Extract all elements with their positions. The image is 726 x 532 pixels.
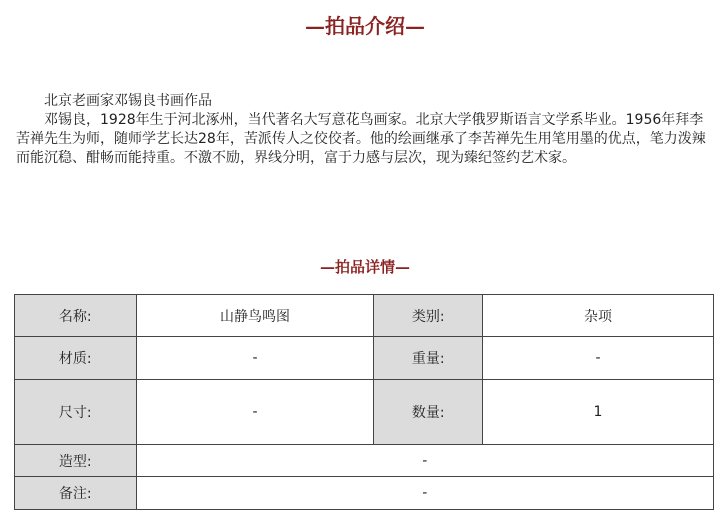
quantity-label: 数量:: [374, 380, 483, 445]
weight-label: 重量:: [374, 337, 483, 380]
material-label: 材质:: [15, 337, 137, 380]
shape-value: -: [136, 445, 714, 477]
intro-section: [16, 92, 706, 168]
table-row: [15, 477, 714, 510]
size-label: 尺寸:: [15, 380, 137, 445]
table-row: [15, 445, 714, 477]
category-label: 类别:: [374, 295, 483, 337]
note-label: 备注:: [15, 477, 137, 510]
name-label: 名称:: [15, 295, 137, 337]
note-value: -: [136, 477, 714, 510]
category-value: 杂项: [483, 295, 714, 337]
intro-title: —拍品介绍—: [305, 14, 425, 38]
details-title: —拍品详情—: [319, 258, 410, 276]
size-value: -: [136, 380, 374, 445]
intro-heading: 北京老画家邓锡良书画作品: [44, 93, 212, 109]
weight-value: -: [483, 337, 714, 380]
material-value: -: [136, 337, 374, 380]
intro-body: 邓锡良，1928年生于河北涿州，当代著名大写意花鸟画家。北京大学俄罗斯语言文学系毕业。1956年拜李苦禅先生为师，随师学艺长达28年，苦派传人之佼佼者。他的绘画继承了李苦禅先生用笔用墨的优点，笔力泼辣而能沉稳、酣畅而能持重。不激不励，界线分明，富于力感与层次，现为臻纪签约艺术家。: [16, 112, 706, 166]
table-row: [15, 337, 714, 380]
name-value: 山静鸟鸣图: [136, 295, 374, 337]
details-table: [14, 294, 714, 510]
table-row: [15, 295, 714, 337]
shape-label: 造型:: [15, 445, 137, 477]
table-row: [15, 380, 714, 445]
quantity-value: 1: [483, 380, 714, 445]
